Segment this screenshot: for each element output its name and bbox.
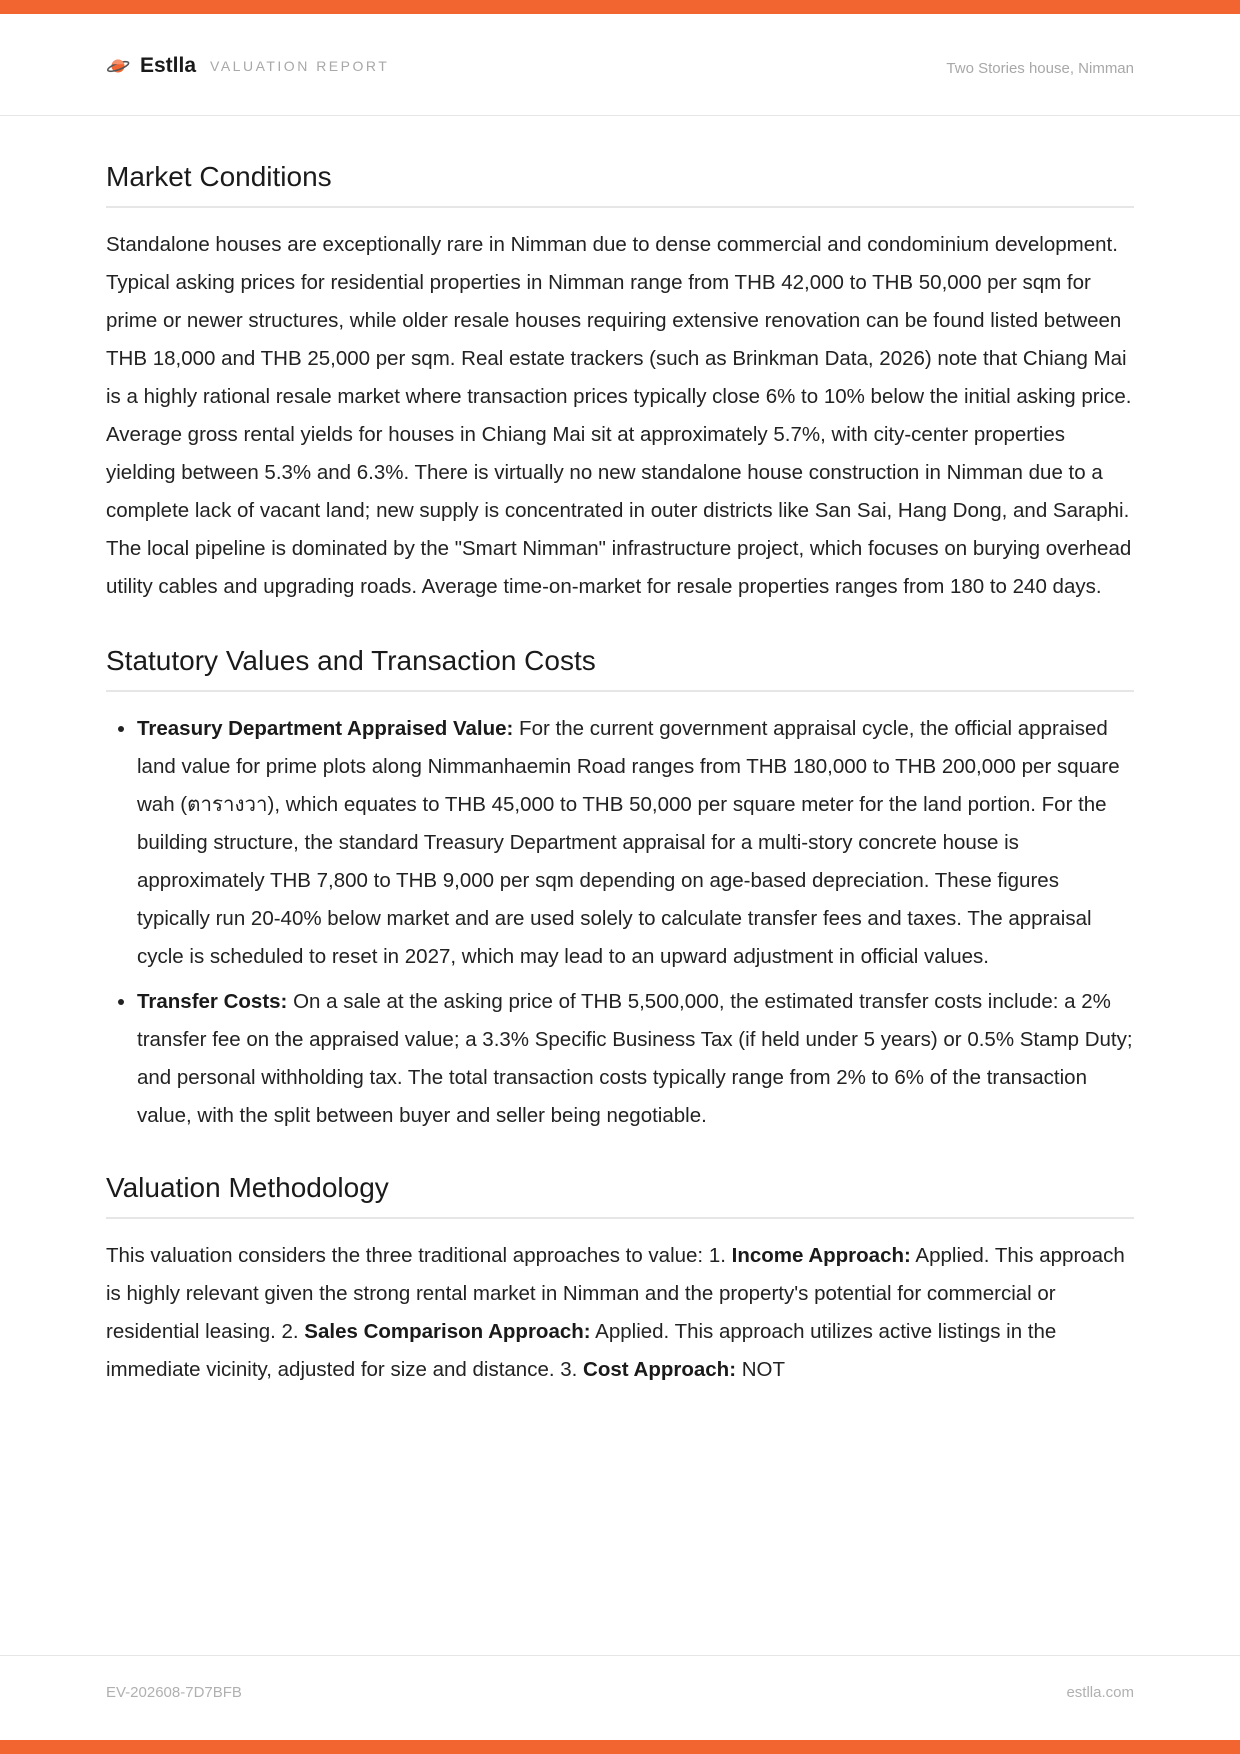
section-heading: Statutory Values and Transaction Costs xyxy=(106,644,1134,692)
planet-ring-icon xyxy=(106,56,130,76)
report-content xyxy=(106,160,1134,1389)
report-type: VALUATION REPORT xyxy=(210,58,390,74)
list-item xyxy=(137,710,1134,976)
market-paragraph: Standalone houses are exceptionally rare in Nimman due to dense commercial and condominium development. Typical asking prices for residential properties in Nimman range from THB 42,000 to THB 50,000 per sqm for prime or newer structures, while older resale houses requiring extensive renovation can be found listed between THB 18,000 and THB 25,000 per sqm. Real estate trackers (such as Brinkman Data, 2026) note that Chiang Mai is a highly rational resale market where transaction prices typically close 6% to 10% below the initial asking price. Average gross rental yields for houses in Chiang Mai sit at approximately 5.7%, with city-center properties yielding between 5.3% and 6.3%. There is virtually no new standalone house construction in Nimman due to a complete lack of vacant land; new supply is concentrated in outer districts like San Sai, Hang Dong, and Saraphi. The local pipeline is dominated by the "Smart Nimman" infrastructure project, which focuses on burying overhead utility cables and upgrading roads. Average time-on-market for resale properties ranges from 180 to 240 days. xyxy=(106,233,1132,598)
bottom-accent-bar xyxy=(0,1740,1240,1754)
report-id: EV-202608-7D7BFB xyxy=(106,1684,242,1701)
top-accent-bar xyxy=(0,0,1240,14)
income-label: Income Approach: xyxy=(731,1244,911,1267)
cost-text: NOT xyxy=(736,1358,786,1381)
statutory-list xyxy=(106,710,1134,1135)
property-name: Two Stories house, Nimman xyxy=(946,60,1134,77)
section-heading: Valuation Methodology xyxy=(106,1171,1134,1219)
report-header xyxy=(0,14,1240,116)
income-text: Applied. This approach is highly relevant given the strong rental market in Nimman and the property's potential for commercial or residential leasing. 2. xyxy=(106,1244,1125,1343)
brand xyxy=(106,54,389,78)
methodology-intro: This valuation considers the three traditional approaches to value: 1. xyxy=(106,1244,732,1267)
sales-text: Applied. This approach utilizes active listings in the immediate vicinity, adjusted for size and distance. 3. xyxy=(106,1320,1057,1381)
list-item xyxy=(137,983,1134,1135)
website-link[interactable]: estlla.com xyxy=(1066,1684,1134,1701)
brand-name: Estlla xyxy=(140,54,197,77)
item-label: Treasury Department Appraised Value: xyxy=(137,717,514,740)
report-footer xyxy=(0,1655,1240,1740)
section-heading: Market Conditions xyxy=(106,160,1134,208)
cost-label: Cost Approach: xyxy=(583,1358,737,1381)
item-text: On a sale at the asking price of THB 5,500,000, the estimated transfer costs include: a 2% transfer fee on the appraised value; a 3.3% Specific Business Tax (if held under 5 years) or 0.5% Stamp Duty; and personal withholding tax. The total transaction costs typically range from 2% to 6% of the transaction value, with the split between buyer and seller being negotiable. xyxy=(137,990,1133,1127)
sales-label: Sales Comparison Approach: xyxy=(304,1320,591,1343)
statutory-section xyxy=(106,644,1134,1135)
methodology-paragraph xyxy=(106,1237,1134,1389)
methodology-section xyxy=(106,1171,1134,1389)
item-label: Transfer Costs: xyxy=(137,990,288,1013)
item-text: For the current government appraisal cycle, the official appraised land value for prime plots along Nimmanhaemin Road ranges from THB 180,000 to THB 200,000 per square wah (ตารางวา), which equates to THB 45,000 to THB 50,000 per square meter for the land portion. For the building structure, the standard Treasury Department appraisal for a multi-story concrete house is approximately THB 7,800 to THB 9,000 per sqm depending on age-based depreciation. These figures typically run 20-40% below market and are used solely to calculate transfer fees and taxes. The appraisal cycle is scheduled to reset in 2027, which may lead to an upward adjustment in official values. xyxy=(137,717,1120,968)
market-conditions-section xyxy=(106,160,1134,606)
